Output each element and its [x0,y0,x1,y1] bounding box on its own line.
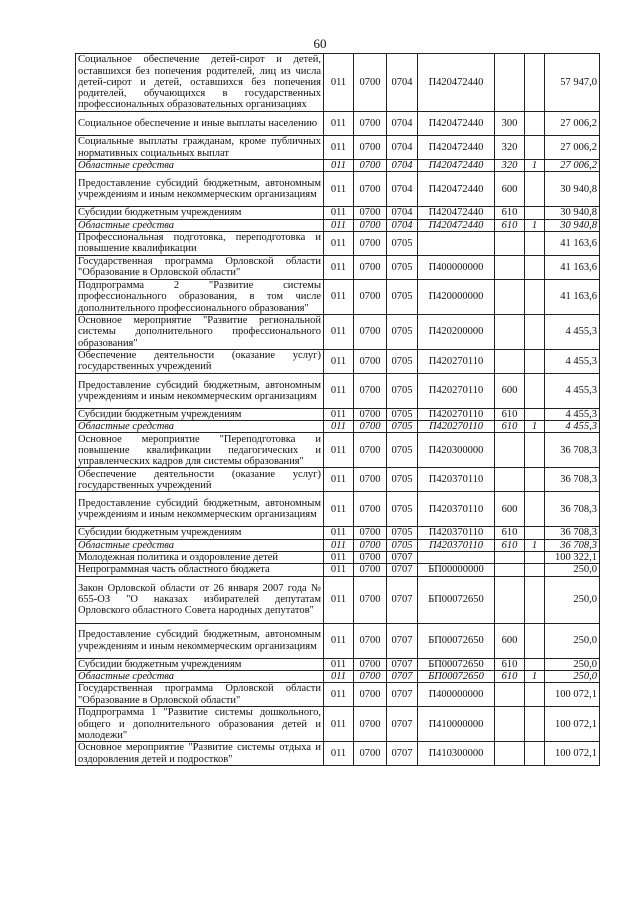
cell-c4: П420270110 [418,421,495,433]
cell-c2: 0700 [354,219,387,231]
cell-c5 [495,552,525,564]
table-row [76,408,600,420]
cell-name: Государственная программа Орловской области "Образование в Орловской области" [76,255,324,279]
cell-c6 [525,231,545,255]
cell-sum: 41 163,6 [545,279,600,314]
cell-c2: 0700 [354,670,387,682]
cell-c2: 0700 [354,314,387,349]
cell-name: Обеспечение деятельности (оказание услуг) государственных учреждений [76,468,324,492]
cell-c1: 011 [324,552,354,564]
cell-c1: 011 [324,742,354,766]
cell-c1: 011 [324,373,354,408]
table-row [76,623,600,658]
cell-c2: 0700 [354,468,387,492]
cell-sum: 100 072,1 [545,742,600,766]
cell-name: Субсидии бюджетным учреждениям [76,658,324,670]
cell-c5: 600 [495,172,525,207]
cell-c1: 011 [324,231,354,255]
cell-c5: 320 [495,136,525,160]
cell-c5 [495,564,525,576]
cell-c6 [525,683,545,707]
cell-c2: 0700 [354,172,387,207]
cell-c3: 0705 [387,255,418,279]
cell-c2: 0700 [354,658,387,670]
cell-sum: 41 163,6 [545,255,600,279]
cell-c2: 0700 [354,707,387,742]
cell-name: Предоставление субсидий бюджетным, автономным учреждениям и иным некоммерческим организациям [76,172,324,207]
cell-c5: 600 [495,373,525,408]
table-row [76,54,600,112]
cell-c6 [525,279,545,314]
cell-c4: П420270110 [418,373,495,408]
table-row [76,433,600,468]
cell-c4: П420300000 [418,433,495,468]
cell-c4 [418,552,495,564]
cell-name: Предоставление субсидий бюджетным, автономным учреждениям и иным некоммерческим организациям [76,623,324,658]
cell-c5: 610 [495,527,525,539]
cell-c3: 0704 [387,112,418,136]
cell-c3: 0705 [387,231,418,255]
cell-name: Социальные выплаты гражданам, кроме публичных нормативных социальных выплат [76,136,324,160]
table-row [76,742,600,766]
cell-c3: 0704 [387,160,418,172]
cell-c6 [525,314,545,349]
cell-c3: 0707 [387,742,418,766]
cell-c3: 0705 [387,314,418,349]
cell-sum: 250,0 [545,670,600,682]
cell-c6: 1 [525,539,545,551]
cell-c1: 011 [324,279,354,314]
cell-c5 [495,54,525,112]
cell-c5 [495,742,525,766]
cell-c6 [525,658,545,670]
cell-name: Областные средства [76,421,324,433]
cell-c6: 1 [525,670,545,682]
table-row [76,527,600,539]
cell-c6 [525,112,545,136]
cell-c1: 011 [324,408,354,420]
table-body [76,54,600,766]
cell-c3: 0704 [387,172,418,207]
cell-c5 [495,433,525,468]
cell-c5: 610 [495,207,525,219]
cell-c1: 011 [324,564,354,576]
cell-c3: 0704 [387,207,418,219]
cell-c5 [495,576,525,623]
cell-c4: П420370110 [418,539,495,551]
table-row [76,349,600,373]
cell-sum: 250,0 [545,658,600,670]
cell-c1: 011 [324,219,354,231]
cell-sum: 250,0 [545,623,600,658]
cell-c6 [525,349,545,373]
cell-c5: 610 [495,539,525,551]
cell-c1: 011 [324,421,354,433]
cell-c2: 0700 [354,527,387,539]
cell-c5 [495,349,525,373]
cell-c4: П420472440 [418,136,495,160]
cell-c4: П420472440 [418,54,495,112]
cell-c2: 0700 [354,207,387,219]
cell-c4: П420370110 [418,468,495,492]
cell-c6 [525,373,545,408]
cell-name: Подпрограмма 1 "Развитие системы дошкольного, общего и дополнительного образования детей и молодежи" [76,707,324,742]
cell-c4: БП00072650 [418,576,495,623]
cell-c6 [525,207,545,219]
table-row [76,421,600,433]
cell-c6 [525,468,545,492]
cell-c6 [525,433,545,468]
cell-c6 [525,172,545,207]
cell-c1: 011 [324,160,354,172]
cell-c3: 0707 [387,552,418,564]
cell-c2: 0700 [354,255,387,279]
cell-c1: 011 [324,314,354,349]
cell-c4: П400000000 [418,255,495,279]
cell-c5: 610 [495,219,525,231]
cell-c3: 0707 [387,683,418,707]
cell-c5: 320 [495,160,525,172]
cell-sum: 36 708,3 [545,468,600,492]
cell-c5: 610 [495,421,525,433]
cell-c4: БП00072650 [418,670,495,682]
cell-c1: 011 [324,468,354,492]
cell-c3: 0705 [387,279,418,314]
table-row [76,207,600,219]
cell-c1: 011 [324,576,354,623]
cell-c3: 0707 [387,707,418,742]
cell-c3: 0705 [387,349,418,373]
cell-c6 [525,564,545,576]
cell-c6 [525,623,545,658]
cell-name: Государственная программа Орловской области "Образование в Орловской области" [76,683,324,707]
cell-c5 [495,279,525,314]
cell-sum: 36 708,3 [545,527,600,539]
cell-sum: 100 072,1 [545,683,600,707]
cell-c3: 0705 [387,408,418,420]
table-row [76,576,600,623]
table-row [76,539,600,551]
table-row [76,492,600,527]
cell-c5: 610 [495,408,525,420]
cell-c4: П420270110 [418,349,495,373]
cell-c2: 0700 [354,231,387,255]
cell-sum: 36 708,3 [545,539,600,551]
budget-table [75,53,600,766]
cell-c2: 0700 [354,623,387,658]
cell-c3: 0707 [387,623,418,658]
cell-c3: 0705 [387,492,418,527]
cell-c1: 011 [324,255,354,279]
cell-c1: 011 [324,683,354,707]
cell-c3: 0705 [387,527,418,539]
cell-sum: 4 455,3 [545,314,600,349]
cell-c6 [525,255,545,279]
cell-name: Предоставление субсидий бюджетным, автономным учреждениям и иным некоммерческим организациям [76,492,324,527]
cell-sum: 4 455,3 [545,349,600,373]
cell-c5 [495,683,525,707]
cell-c4: БП00072650 [418,658,495,670]
cell-c6: 1 [525,160,545,172]
cell-sum: 100 322,1 [545,552,600,564]
cell-c1: 011 [324,349,354,373]
cell-c1: 011 [324,658,354,670]
cell-sum: 57 947,0 [545,54,600,112]
cell-c2: 0700 [354,742,387,766]
cell-c5 [495,255,525,279]
cell-c2: 0700 [354,349,387,373]
table-row [76,231,600,255]
page-number: 60 [313,36,327,51]
cell-c2: 0700 [354,160,387,172]
table-row [76,112,600,136]
cell-c6 [525,54,545,112]
cell-c1: 011 [324,527,354,539]
cell-sum: 250,0 [545,576,600,623]
cell-c6 [525,552,545,564]
cell-c4: П420472440 [418,207,495,219]
cell-c4: П420370110 [418,527,495,539]
cell-c2: 0700 [354,112,387,136]
cell-c1: 011 [324,623,354,658]
cell-name: Субсидии бюджетным учреждениям [76,527,324,539]
cell-c4 [418,231,495,255]
table-row [76,564,600,576]
cell-c4: П420472440 [418,172,495,207]
cell-c2: 0700 [354,552,387,564]
cell-c2: 0700 [354,373,387,408]
cell-c5: 600 [495,492,525,527]
cell-name: Социальное обеспечение и иные выплаты населению [76,112,324,136]
cell-sum: 27 006,2 [545,160,600,172]
cell-sum: 4 455,3 [545,421,600,433]
cell-c6: 1 [525,219,545,231]
table-row [76,314,600,349]
cell-c3: 0704 [387,54,418,112]
cell-c4: П420000000 [418,279,495,314]
cell-c3: 0705 [387,468,418,492]
cell-c2: 0700 [354,421,387,433]
cell-c3: 0705 [387,421,418,433]
table-row [76,468,600,492]
cell-sum: 4 455,3 [545,408,600,420]
cell-c6: 1 [525,421,545,433]
table-row [76,658,600,670]
cell-c3: 0705 [387,539,418,551]
cell-c4: П400000000 [418,683,495,707]
cell-c3: 0705 [387,373,418,408]
table-row [76,683,600,707]
cell-name: Обеспечение деятельности (оказание услуг) государственных учреждений [76,349,324,373]
cell-c6 [525,527,545,539]
cell-name: Основное мероприятие "Переподготовка и повышение квалификации педагогических и управленческих кадров для системы образования" [76,433,324,468]
cell-c5 [495,468,525,492]
cell-name: Основное мероприятие "Развитие системы отдыха и оздоровления детей и подростков" [76,742,324,766]
cell-name: Областные средства [76,160,324,172]
cell-c3: 0707 [387,576,418,623]
cell-c2: 0700 [354,683,387,707]
cell-c6 [525,742,545,766]
cell-c4: П420472440 [418,112,495,136]
cell-sum: 27 006,2 [545,112,600,136]
cell-c5: 610 [495,670,525,682]
cell-c6 [525,408,545,420]
cell-c5: 610 [495,658,525,670]
cell-c1: 011 [324,670,354,682]
cell-name: Областные средства [76,670,324,682]
cell-c5 [495,314,525,349]
cell-sum: 36 708,3 [545,492,600,527]
cell-name: Субсидии бюджетным учреждениям [76,408,324,420]
cell-name: Закон Орловской области от 26 января 2007 года № 655-ОЗ "О наказах избирателей депутатам Орловского областного Совета народных депутатов" [76,576,324,623]
cell-c4: П420270110 [418,408,495,420]
cell-name: Профессиональная подготовка, переподготовка и повышение квалификации [76,231,324,255]
cell-name: Непрограммная часть областного бюджета [76,564,324,576]
cell-c2: 0700 [354,564,387,576]
table-row [76,172,600,207]
cell-c1: 011 [324,112,354,136]
cell-sum: 27 006,2 [545,136,600,160]
table-row [76,219,600,231]
cell-c3: 0705 [387,433,418,468]
cell-c1: 011 [324,172,354,207]
cell-c2: 0700 [354,539,387,551]
cell-c1: 011 [324,433,354,468]
cell-c4: П420200000 [418,314,495,349]
cell-sum: 41 163,6 [545,231,600,255]
cell-c1: 011 [324,707,354,742]
cell-c2: 0700 [354,279,387,314]
cell-c2: 0700 [354,576,387,623]
cell-c2: 0700 [354,433,387,468]
cell-c2: 0700 [354,492,387,527]
cell-c6 [525,492,545,527]
cell-sum: 100 072,1 [545,707,600,742]
cell-c3: 0707 [387,658,418,670]
cell-name: Областные средства [76,539,324,551]
cell-c5 [495,707,525,742]
cell-name: Молодежная политика и оздоровление детей [76,552,324,564]
table-row [76,707,600,742]
table-row [76,373,600,408]
cell-c2: 0700 [354,54,387,112]
cell-c1: 011 [324,207,354,219]
cell-name: Подпрограмма 2 "Развитие системы профессионального образования, в том числе дополнительного профессионального образования" [76,279,324,314]
cell-c4: П410000000 [418,707,495,742]
cell-sum: 36 708,3 [545,433,600,468]
cell-name: Областные средства [76,219,324,231]
cell-sum: 30 940,8 [545,207,600,219]
cell-c1: 011 [324,539,354,551]
table-row [76,552,600,564]
cell-c5 [495,231,525,255]
cell-c5: 300 [495,112,525,136]
table-row [76,136,600,160]
cell-name: Субсидии бюджетным учреждениям [76,207,324,219]
cell-c6 [525,576,545,623]
cell-name: Предоставление субсидий бюджетным, автономным учреждениям и иным некоммерческим организациям [76,373,324,408]
table-row [76,160,600,172]
cell-sum: 30 940,8 [545,219,600,231]
cell-c1: 011 [324,492,354,527]
table-row [76,670,600,682]
cell-sum: 30 940,8 [545,172,600,207]
table-row [76,255,600,279]
table-row [76,279,600,314]
cell-c1: 011 [324,54,354,112]
cell-c1: 011 [324,136,354,160]
cell-c3: 0707 [387,670,418,682]
cell-c4: П420472440 [418,219,495,231]
cell-c6 [525,707,545,742]
cell-c2: 0700 [354,408,387,420]
cell-sum: 250,0 [545,564,600,576]
cell-c4: П420472440 [418,160,495,172]
cell-c5: 600 [495,623,525,658]
cell-c3: 0704 [387,136,418,160]
cell-c3: 0707 [387,564,418,576]
cell-name: Основное мероприятие "Развитие региональной системы дополнительного профессионального образования" [76,314,324,349]
cell-c4: П420370110 [418,492,495,527]
cell-c4: БП00072650 [418,623,495,658]
cell-name: Социальное обеспечение детей-сирот и детей, оставшихся без попечения родителей, лиц из числа детей-сирот и детей, оставшихся без попечения родителей, обучающихся в государственных профессиональных образовательных организациях [76,54,324,112]
cell-c6 [525,136,545,160]
cell-c3: 0704 [387,219,418,231]
cell-c4: БП00000000 [418,564,495,576]
cell-c2: 0700 [354,136,387,160]
cell-sum: 4 455,3 [545,373,600,408]
cell-c4: П410300000 [418,742,495,766]
